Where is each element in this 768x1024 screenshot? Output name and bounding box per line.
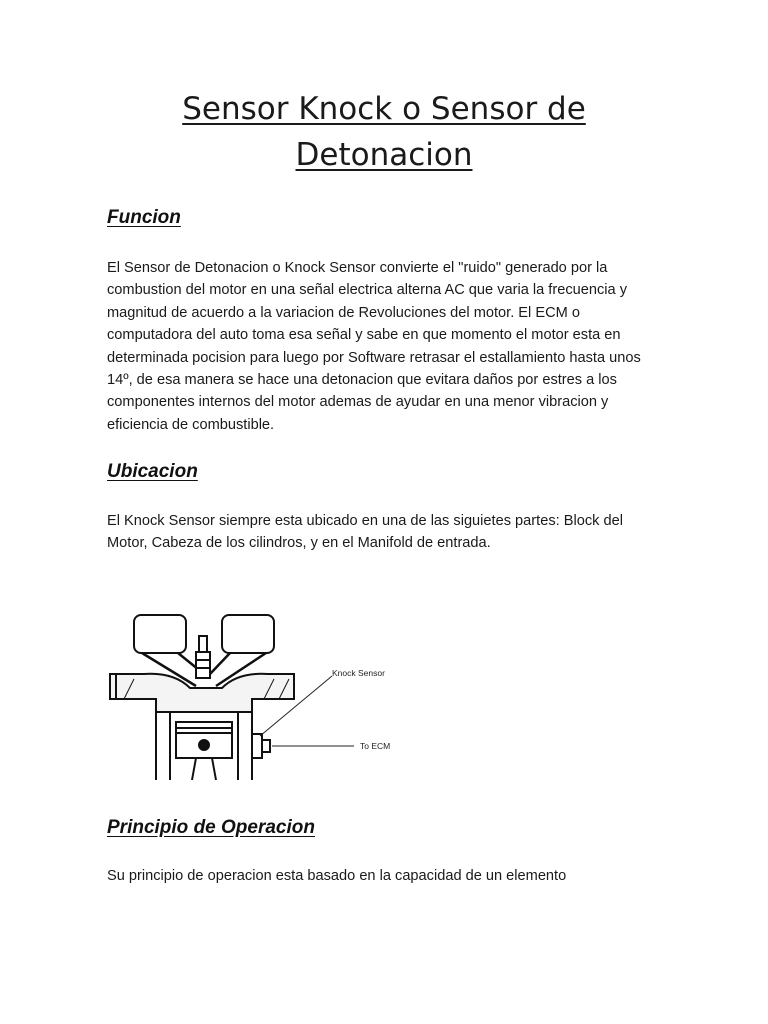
paragraph-line: determinada pocision para luego por Software retrasar el estallamiento hasta unos <box>107 349 641 366</box>
paragraph-line: Motor, Cabeza de los cilindros, y en el Manifold de entrada. <box>107 535 491 552</box>
knock-sensor-body <box>252 734 262 758</box>
section-heading-principio: Principio de Operacion <box>107 817 315 838</box>
document-title <box>100 86 668 178</box>
title-line-1: Sensor Knock o Sensor de <box>182 91 586 127</box>
section-heading-ubicacion: Ubicacion <box>107 461 198 482</box>
paragraph-line: eficiencia de combustible. <box>107 416 275 433</box>
left-valve-cap <box>134 615 186 653</box>
paragraph-line: El Knock Sensor siempre esta ubicado en una de las siguietes partes: Block del <box>107 513 623 529</box>
right-valve-cap <box>222 615 274 653</box>
paragraph-line: componentes internos del motor ademas de ayudar en una menor vibracion y <box>107 394 609 411</box>
label-to-ecm: To ECM <box>360 741 391 751</box>
title-line-2: Detonacion <box>295 137 473 173</box>
section-body-ubicacion <box>107 510 667 555</box>
label-knock-sensor: Knock Sensor <box>332 668 385 678</box>
section-heading-funcion: Funcion <box>107 207 181 228</box>
paragraph-line: combustion del motor en una señal electrica alterna AC que varia la frecuencia y <box>107 282 627 299</box>
paragraph-line: magnitud de acuerdo a la variacion de Revoluciones del motor. El ECM o <box>107 304 580 321</box>
paragraph-line: 14º, de esa manera se hace una detonacion que evitara daños por estres a los <box>107 372 617 389</box>
piston-pin <box>199 740 209 750</box>
paragraph-line: Su principio de operacion esta basado en la capacidad de un elemento <box>107 868 567 884</box>
paragraph-line: El Sensor de Detonacion o Knock Sensor convierte el "ruido" generado por la <box>107 260 608 276</box>
spark-plug <box>196 652 210 678</box>
knock-sensor-diagram <box>104 604 404 788</box>
paragraph-line: computadora del auto toma esa señal y sabe en que momento el motor esta en <box>107 327 621 344</box>
section-body-principio <box>107 865 667 887</box>
section-body-funcion <box>107 257 667 436</box>
engine-cross-section-drawing <box>104 604 404 788</box>
